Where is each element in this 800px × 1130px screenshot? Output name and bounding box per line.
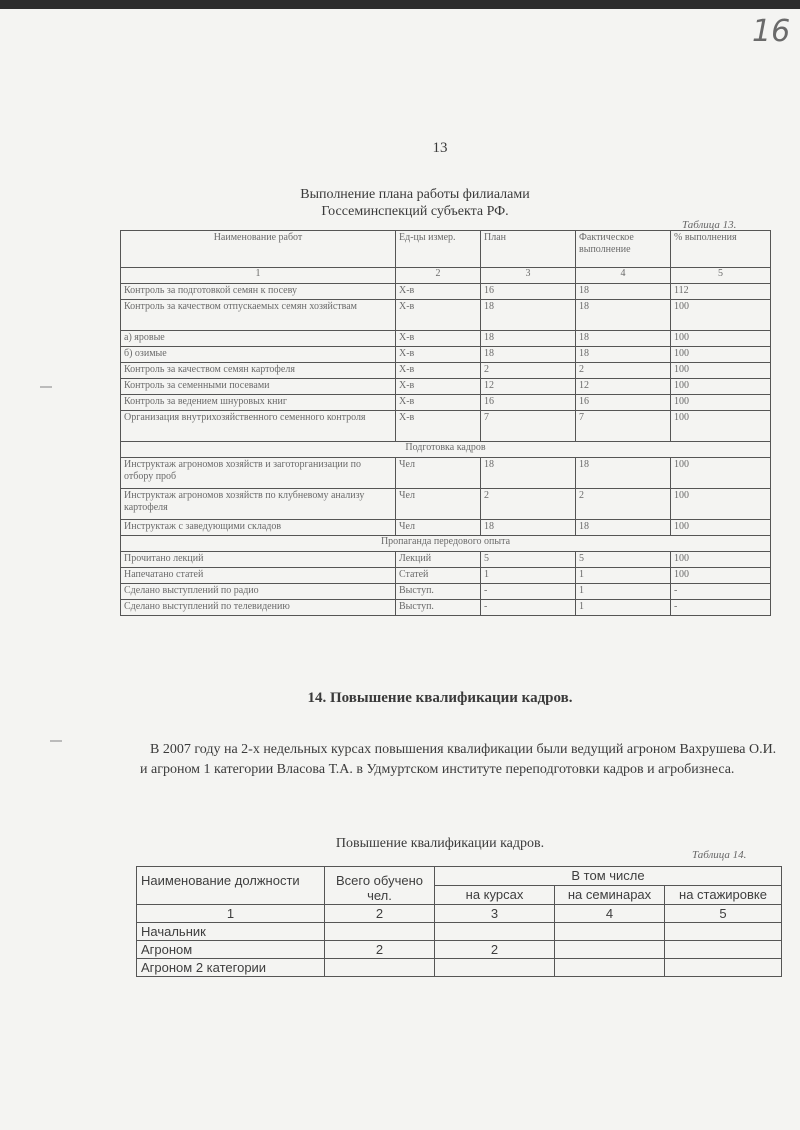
- table13-cell: 100: [671, 300, 771, 331]
- table-row: [121, 600, 771, 616]
- scan-artifact: [40, 386, 52, 388]
- table13-cell: 18: [481, 300, 576, 331]
- table13-cell: Сделано выступлений по телевидению: [121, 600, 396, 616]
- table13-cell: 18: [576, 520, 671, 536]
- table13-cell: 18: [576, 300, 671, 331]
- table13-cell: Контроль за качеством семян картофеля: [121, 363, 396, 379]
- table13-column-number: 4: [576, 268, 671, 284]
- table-row: [121, 489, 771, 520]
- table13-cell: б) озимые: [121, 347, 396, 363]
- table-row: [121, 284, 771, 300]
- table13-cell: 2: [481, 489, 576, 520]
- table13-cell: 7: [481, 411, 576, 442]
- table-row: [121, 520, 771, 536]
- table13-header-row: [121, 231, 771, 268]
- table14-cell: Агроном: [137, 941, 325, 959]
- table13-cell: Х-в: [396, 284, 481, 300]
- scan-top-border: [0, 0, 800, 9]
- table13-cell: Х-в: [396, 331, 481, 347]
- table13-cell: 12: [576, 379, 671, 395]
- table13-cell: Х-в: [396, 363, 481, 379]
- table14-cell: 2: [435, 941, 555, 959]
- table14-cell: [435, 923, 555, 941]
- table13-cell: а) яровые: [121, 331, 396, 347]
- table14-caption: Таблица 14.: [692, 849, 747, 861]
- table14-cell: [325, 923, 435, 941]
- table14: [136, 866, 782, 977]
- table-row: [121, 300, 771, 331]
- table13-cell: Х-в: [396, 411, 481, 442]
- table13-column-number: 3: [481, 268, 576, 284]
- table13-cell: 5: [481, 552, 576, 568]
- table14-cell: [555, 923, 665, 941]
- table13-column-number-row: [121, 268, 771, 284]
- table13-cell: Чел: [396, 489, 481, 520]
- table-row: [121, 395, 771, 411]
- table13-cell: Х-в: [396, 395, 481, 411]
- table14-cell: [665, 941, 782, 959]
- table13-cell: 18: [576, 347, 671, 363]
- table13-cell: Сделано выступлений по радио: [121, 584, 396, 600]
- table13-cell: Лекций: [396, 552, 481, 568]
- table14-header-total: Всего обучено чел.: [325, 867, 435, 905]
- table14-header-internship: на стажировке: [665, 886, 782, 905]
- table13-cell: 100: [671, 520, 771, 536]
- table14-column-number: 4: [555, 905, 665, 923]
- table13-cell: 100: [671, 552, 771, 568]
- table13-cell: 18: [576, 458, 671, 489]
- table14-column-number: 1: [137, 905, 325, 923]
- table13-cell: Контроль за ведением шнуровых книг: [121, 395, 396, 411]
- table14-header-including: В том числе: [435, 867, 782, 886]
- table13-cell: Инструктаж с заведующими складов: [121, 520, 396, 536]
- table14-cell: [555, 959, 665, 977]
- table13-cell: Контроль за подготовкой семян к посеву: [121, 284, 396, 300]
- table13-cell: Х-в: [396, 300, 481, 331]
- table13-cell: 18: [481, 347, 576, 363]
- section14-paragraph: В 2007 году на 2-х недельных курсах повышения квалификации были ведущий агроном Вахрушева О.И. и агроном 1 категории Власова Т.А. в Удмуртском институте переподготовки кадров и агробизнеса.: [140, 742, 777, 777]
- table13-cell: 100: [671, 379, 771, 395]
- table14-header-courses: на курсах: [435, 886, 555, 905]
- table13-cell: 16: [576, 395, 671, 411]
- table14-column-number: 3: [435, 905, 555, 923]
- table14-cell: [555, 941, 665, 959]
- table13-cell: 18: [576, 331, 671, 347]
- table13-column-number: 2: [396, 268, 481, 284]
- table-row: [121, 379, 771, 395]
- table13-cell: Контроль за семенными посевами: [121, 379, 396, 395]
- table13-cell: Чел: [396, 520, 481, 536]
- table13-cell: 18: [481, 520, 576, 536]
- table13-title-line2: Госсеминспекций субъекта РФ.: [321, 204, 509, 219]
- table13-cell: 100: [671, 331, 771, 347]
- table-row: [121, 347, 771, 363]
- table13-section-heading: Подготовка кадров: [121, 442, 771, 458]
- table14-cell: [325, 959, 435, 977]
- table13-cell: 2: [576, 363, 671, 379]
- table13-title: [230, 186, 600, 220]
- scan-artifact: [50, 740, 62, 742]
- table13-cell: 12: [481, 379, 576, 395]
- table13-cell: 1: [481, 568, 576, 584]
- table13-header-cell: Наименование работ: [121, 231, 396, 268]
- table13-column-number: 1: [121, 268, 396, 284]
- table13-section-heading: Пропаганда передового опыта: [121, 536, 771, 552]
- table14-column-number: 2: [325, 905, 435, 923]
- table13-cell: -: [671, 600, 771, 616]
- table14-cell: [435, 959, 555, 977]
- table14-column-number-row: [137, 905, 782, 923]
- table13-cell: 100: [671, 347, 771, 363]
- table14-body: [137, 905, 782, 977]
- table13-cell: 7: [576, 411, 671, 442]
- table13-cell: 18: [481, 458, 576, 489]
- table-row: [121, 331, 771, 347]
- table13-cell: 1: [576, 568, 671, 584]
- table13-cell: 100: [671, 363, 771, 379]
- table14-column-number: 5: [665, 905, 782, 923]
- table13: [120, 230, 771, 616]
- table13-cell: 5: [576, 552, 671, 568]
- table13-cell: 16: [481, 284, 576, 300]
- table13-header-cell: % выполнения: [671, 231, 771, 268]
- table13-cell: 100: [671, 395, 771, 411]
- table13-section-row: [121, 536, 771, 552]
- table13-cell: 18: [576, 284, 671, 300]
- table13-cell: Прочитано лекций: [121, 552, 396, 568]
- table13-cell: 100: [671, 411, 771, 442]
- table13-cell: 100: [671, 568, 771, 584]
- table13-title-line1: Выполнение плана работы филиалами: [300, 187, 530, 202]
- table13-cell: -: [481, 584, 576, 600]
- table13-cell: 100: [671, 489, 771, 520]
- table13-cell: 1: [576, 600, 671, 616]
- table13-cell: 2: [481, 363, 576, 379]
- table13-cell: 2: [576, 489, 671, 520]
- table13-body: [121, 231, 771, 616]
- table-row: [121, 568, 771, 584]
- table13-cell: -: [481, 600, 576, 616]
- table14-cell: [665, 959, 782, 977]
- table13-cell: Инструктаж агрономов хозяйств по клубневому анализу картофеля: [121, 489, 396, 520]
- table13-cell: Организация внутрихозяйственного семенного контроля: [121, 411, 396, 442]
- section14-title: 14. Повышение квалификации кадров.: [307, 690, 573, 706]
- table13-cell: Выступ.: [396, 600, 481, 616]
- table13-section-row: [121, 442, 771, 458]
- table13-header-cell: Ед-цы измер.: [396, 231, 481, 268]
- table14-cell: Начальник: [137, 923, 325, 941]
- table13-cell: Контроль за качеством отпускаемых семян хозяйствам: [121, 300, 396, 331]
- table13-caption: Таблица 13.: [682, 219, 737, 231]
- table-row: [121, 458, 771, 489]
- table13-cell: 18: [481, 331, 576, 347]
- table13-header-cell: План: [481, 231, 576, 268]
- table-row: [121, 552, 771, 568]
- table-row: [121, 584, 771, 600]
- table14-title: Повышение квалификации кадров.: [335, 836, 545, 851]
- table13-cell: 112: [671, 284, 771, 300]
- table13-cell: -: [671, 584, 771, 600]
- table14-header-position: Наименование должности: [137, 867, 325, 905]
- handwritten-page-number: 16: [752, 14, 791, 49]
- table13-cell: Статей: [396, 568, 481, 584]
- table-row: [137, 923, 782, 941]
- table13-cell: Выступ.: [396, 584, 481, 600]
- table13-cell: Инструктаж агрономов хозяйств и заготорганизации по отбору проб: [121, 458, 396, 489]
- table14-cell: [665, 923, 782, 941]
- page-number: 13: [432, 140, 448, 156]
- table13-cell: Чел: [396, 458, 481, 489]
- table-row: [137, 959, 782, 977]
- table13-cell: Х-в: [396, 379, 481, 395]
- table-row: [137, 941, 782, 959]
- table14-header-seminars: на семинарах: [555, 886, 665, 905]
- table-row: [121, 363, 771, 379]
- table13-header-cell: Фактическое выполнение: [576, 231, 671, 268]
- table13-cell: 16: [481, 395, 576, 411]
- table14-cell: 2: [325, 941, 435, 959]
- table13-cell: 100: [671, 458, 771, 489]
- table13-column-number: 5: [671, 268, 771, 284]
- table13-cell: 1: [576, 584, 671, 600]
- table-row: [121, 411, 771, 442]
- table13-cell: Х-в: [396, 347, 481, 363]
- table13-cell: Напечатано статей: [121, 568, 396, 584]
- table14-cell: Агроном 2 категории: [137, 959, 325, 977]
